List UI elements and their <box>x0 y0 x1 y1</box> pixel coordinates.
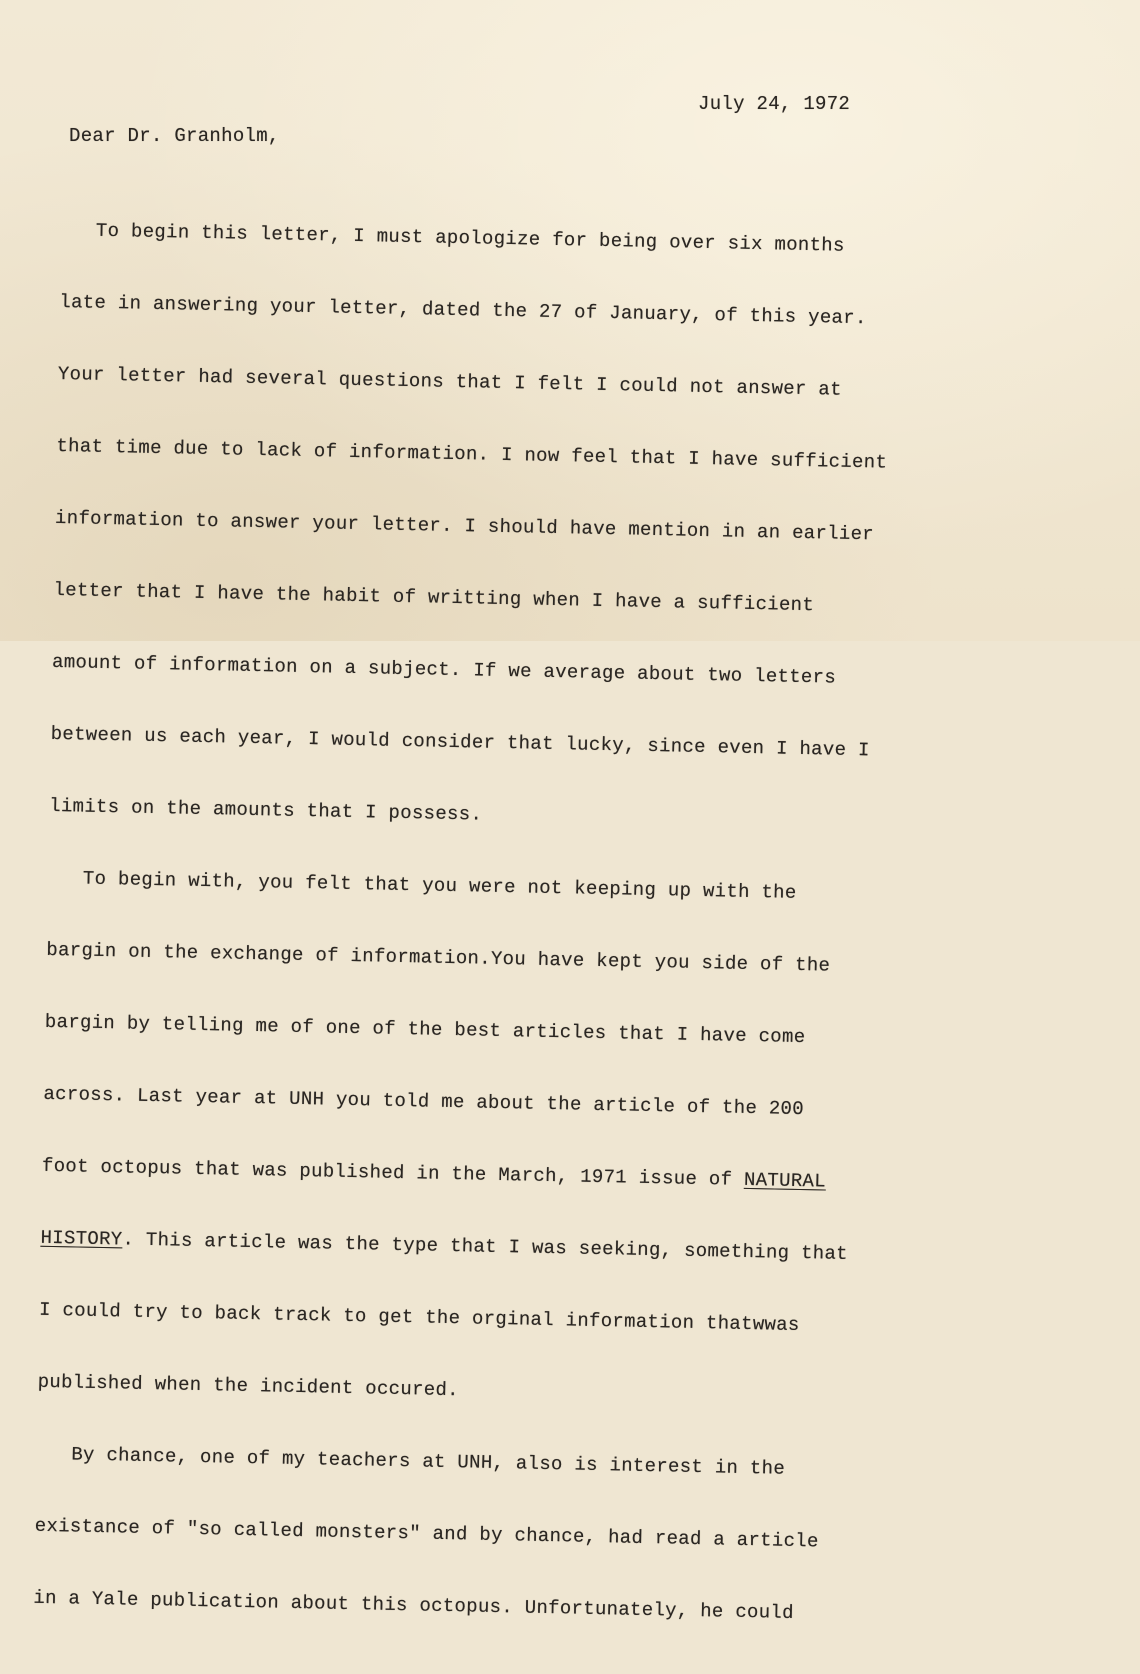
body-text: . This article was the type that I was seeking, something that <box>122 1228 849 1265</box>
body-line: information to answer your letter. I should have mention in an earlier <box>54 506 875 546</box>
body-line: in a Yale publication about this octopus. Unfortunately, he could <box>33 1586 795 1624</box>
body-line: bargin by telling me of one of the best articles that I have come <box>44 1010 806 1049</box>
underlined-title: HISTORY <box>40 1226 123 1251</box>
body-line: Your letter had several questions that I felt I could not answer at <box>57 362 842 401</box>
body-line: I could try to back track to get the orginal information thatwwas <box>38 1298 800 1337</box>
body-line <box>42 1154 873 1195</box>
body-line: existance of "so called monsters" and by chance, had read a article <box>34 1514 819 1553</box>
letter-date: July 24, 1972 <box>698 93 851 115</box>
body-line: To begin with, you felt that you were not keeping up with the <box>47 866 797 904</box>
underlined-title: NATURAL <box>743 1168 827 1193</box>
body-line: limits on the amounts that I possess. <box>49 794 483 826</box>
body-line: that time due to lack of information. I now feel that I have sufficient <box>56 434 888 474</box>
body-line: To begin this letter, I must apologize for being over six months <box>60 218 845 257</box>
letter-salutation: Dear Dr. Granholm, <box>69 125 280 147</box>
body-line: amount of information on a subject. If we average about two letters <box>51 650 837 689</box>
body-line: between us each year, I would consider that lucky, since even I have I <box>50 722 870 762</box>
body-line <box>40 1226 871 1267</box>
body-text: foot octopus that was published in the March, 1971 issue of <box>41 1154 733 1191</box>
letter-body <box>32 170 893 1674</box>
body-line: bargin on the exchange of information.You have kept you side of the <box>46 938 831 977</box>
body-line: across. Last year at UNH you told me about the article of the 200 <box>43 1082 805 1121</box>
body-line: published when the incident occured. <box>37 1370 460 1402</box>
body-line: By chance, one of my teachers at UNH, also is interest in the <box>36 1442 786 1480</box>
body-line: letter that I have the habit of writting when I have a sufficient <box>53 578 815 617</box>
body-line: late in answering your letter, dated the 27 of January, of this year. <box>59 290 867 330</box>
